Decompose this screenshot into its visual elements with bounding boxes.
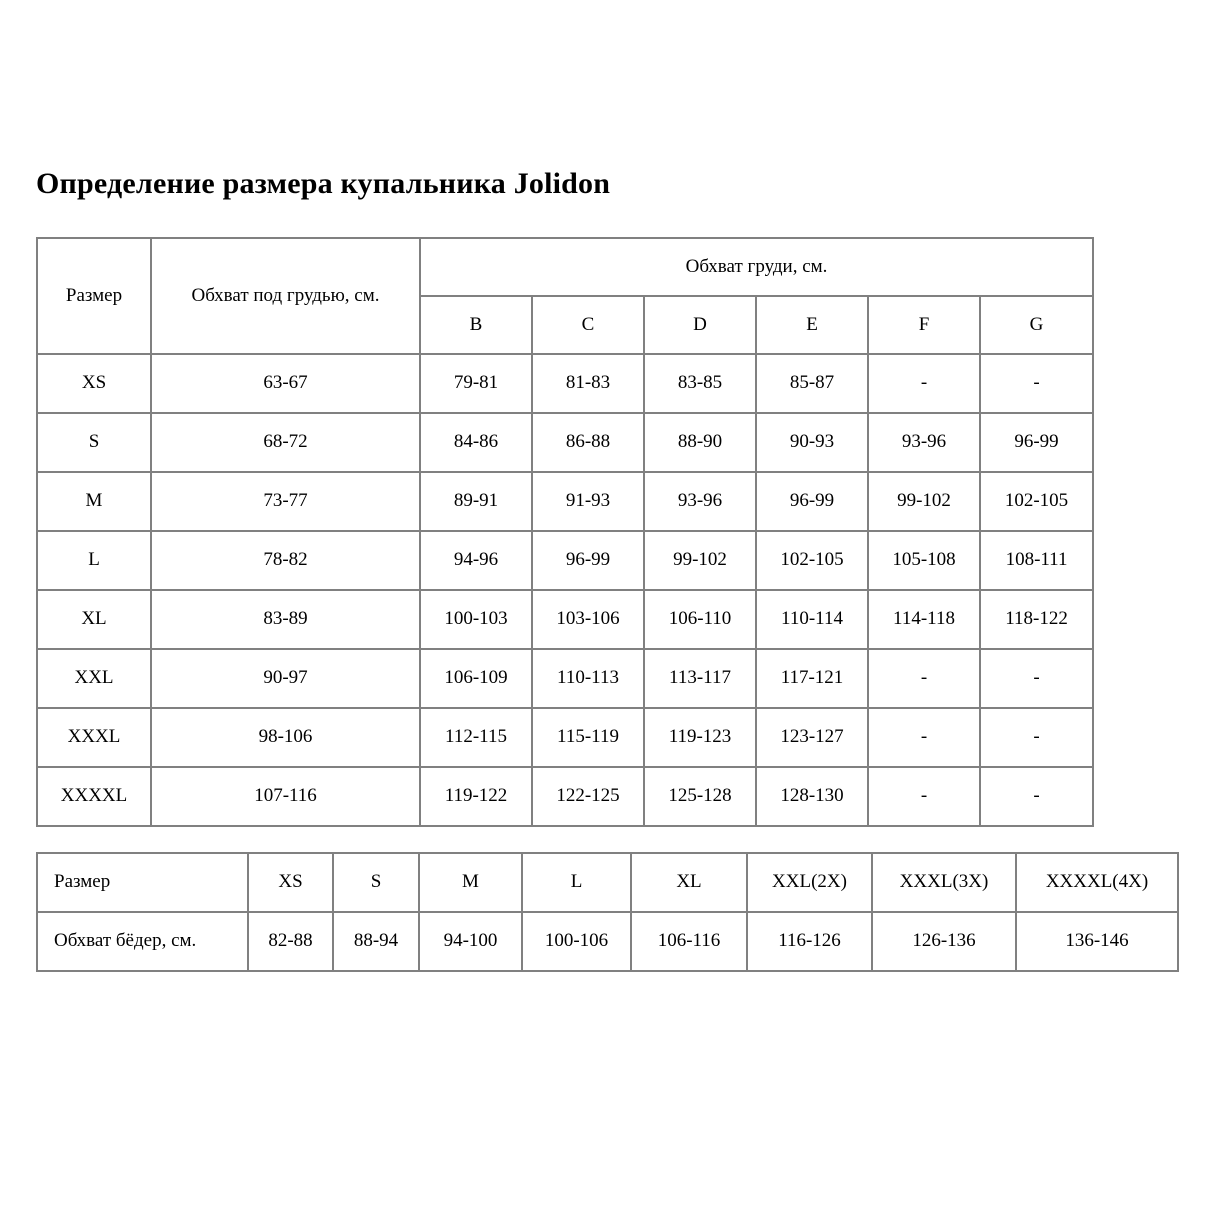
- bust-cell: 96-99: [980, 413, 1093, 472]
- bust-cell: 81-83: [532, 354, 644, 413]
- hips-value-cell: 82-88: [248, 912, 333, 971]
- cup-header-b: B: [420, 296, 532, 354]
- bust-cell: -: [868, 649, 980, 708]
- underbust-cell: 98-106: [151, 708, 420, 767]
- bust-cell: 90-93: [756, 413, 868, 472]
- table-row-s: [37, 413, 1093, 472]
- bust-cell: 106-110: [644, 590, 756, 649]
- size-cell: XXL: [37, 649, 151, 708]
- bust-cell: 89-91: [420, 472, 532, 531]
- bust-cell: 84-86: [420, 413, 532, 472]
- hips-size-header: M: [419, 853, 522, 912]
- underbust-cell: 83-89: [151, 590, 420, 649]
- bust-cell: 91-93: [532, 472, 644, 531]
- col-header-underbust: Обхват под грудью, см.: [151, 238, 420, 354]
- table-row-xxxl: [37, 708, 1093, 767]
- bust-cell: -: [980, 649, 1093, 708]
- size-cell: S: [37, 413, 151, 472]
- bust-cell: 94-96: [420, 531, 532, 590]
- bust-cell: 102-105: [980, 472, 1093, 531]
- underbust-cell: 107-116: [151, 767, 420, 826]
- underbust-cell: 90-97: [151, 649, 420, 708]
- bust-cell: 100-103: [420, 590, 532, 649]
- bust-cell: -: [868, 708, 980, 767]
- bust-cell: 122-125: [532, 767, 644, 826]
- col-header-size: Размер: [37, 238, 151, 354]
- underbust-cell: 73-77: [151, 472, 420, 531]
- bust-cell: -: [868, 767, 980, 826]
- table-row-xl: [37, 590, 1093, 649]
- col-header-bust-group: Обхват груди, см.: [420, 238, 1093, 296]
- hips-value-cell: 126-136: [872, 912, 1016, 971]
- size-cell: XXXXL: [37, 767, 151, 826]
- underbust-cell: 68-72: [151, 413, 420, 472]
- bust-cell: 125-128: [644, 767, 756, 826]
- hips-size-header: XS: [248, 853, 333, 912]
- bust-cell: 99-102: [644, 531, 756, 590]
- hips-measure-label: Обхват бёдер, см.: [37, 912, 248, 971]
- hips-values-row: [37, 912, 1178, 971]
- hips-size-label: Размер: [37, 853, 248, 912]
- bust-cell: 105-108: [868, 531, 980, 590]
- page-title: Определение размера купальника Jolidon: [36, 167, 611, 200]
- bust-cell: 110-113: [532, 649, 644, 708]
- hips-size-header: XL: [631, 853, 747, 912]
- bust-cell: 86-88: [532, 413, 644, 472]
- hips-size-header: XXL(2X): [747, 853, 872, 912]
- underbust-cell: 78-82: [151, 531, 420, 590]
- cup-header-f: F: [868, 296, 980, 354]
- cup-header-e: E: [756, 296, 868, 354]
- bust-cell: 115-119: [532, 708, 644, 767]
- table-row-xxxxl: [37, 767, 1093, 826]
- cup-header-c: C: [532, 296, 644, 354]
- bust-cell: 123-127: [756, 708, 868, 767]
- bust-cell: 102-105: [756, 531, 868, 590]
- hips-size-table: [36, 852, 1179, 972]
- bust-cell: 113-117: [644, 649, 756, 708]
- bust-cell: 118-122: [980, 590, 1093, 649]
- bust-cell: 96-99: [756, 472, 868, 531]
- underbust-cell: 63-67: [151, 354, 420, 413]
- size-cell: L: [37, 531, 151, 590]
- size-cell: XL: [37, 590, 151, 649]
- bust-cell: 119-123: [644, 708, 756, 767]
- hips-value-cell: 94-100: [419, 912, 522, 971]
- size-cell: M: [37, 472, 151, 531]
- bust-cell: 106-109: [420, 649, 532, 708]
- bust-cell: 114-118: [868, 590, 980, 649]
- bust-cell: 79-81: [420, 354, 532, 413]
- bust-cell: -: [980, 767, 1093, 826]
- bust-cell: 96-99: [532, 531, 644, 590]
- hips-value-cell: 116-126: [747, 912, 872, 971]
- hips-value-cell: 88-94: [333, 912, 419, 971]
- table-row-m: [37, 472, 1093, 531]
- bust-size-table: [36, 237, 1094, 827]
- hips-value-cell: 136-146: [1016, 912, 1178, 971]
- hips-size-header: S: [333, 853, 419, 912]
- bust-cell: 93-96: [644, 472, 756, 531]
- hips-value-cell: 106-116: [631, 912, 747, 971]
- size-cell: XS: [37, 354, 151, 413]
- bust-cell: 119-122: [420, 767, 532, 826]
- bust-cell: -: [868, 354, 980, 413]
- bust-cell: 128-130: [756, 767, 868, 826]
- bust-cell: 85-87: [756, 354, 868, 413]
- bust-cell: 99-102: [868, 472, 980, 531]
- bust-cell: -: [980, 708, 1093, 767]
- table-row-xxl: [37, 649, 1093, 708]
- cup-header-g: G: [980, 296, 1093, 354]
- table-row-xs: [37, 354, 1093, 413]
- bust-cell: 103-106: [532, 590, 644, 649]
- hips-header-row: [37, 853, 1178, 912]
- cup-header-d: D: [644, 296, 756, 354]
- size-cell: XXXL: [37, 708, 151, 767]
- group-header-row: [37, 238, 1093, 296]
- bust-cell: -: [980, 354, 1093, 413]
- bust-cell: 93-96: [868, 413, 980, 472]
- bust-cell: 117-121: [756, 649, 868, 708]
- hips-size-header: XXXXL(4X): [1016, 853, 1178, 912]
- bust-cell: 110-114: [756, 590, 868, 649]
- hips-size-header: XXXL(3X): [872, 853, 1016, 912]
- bust-cell: 88-90: [644, 413, 756, 472]
- table-row-l: [37, 531, 1093, 590]
- bust-cell: 108-111: [980, 531, 1093, 590]
- hips-value-cell: 100-106: [522, 912, 631, 971]
- hips-size-header: L: [522, 853, 631, 912]
- bust-cell: 112-115: [420, 708, 532, 767]
- bust-cell: 83-85: [644, 354, 756, 413]
